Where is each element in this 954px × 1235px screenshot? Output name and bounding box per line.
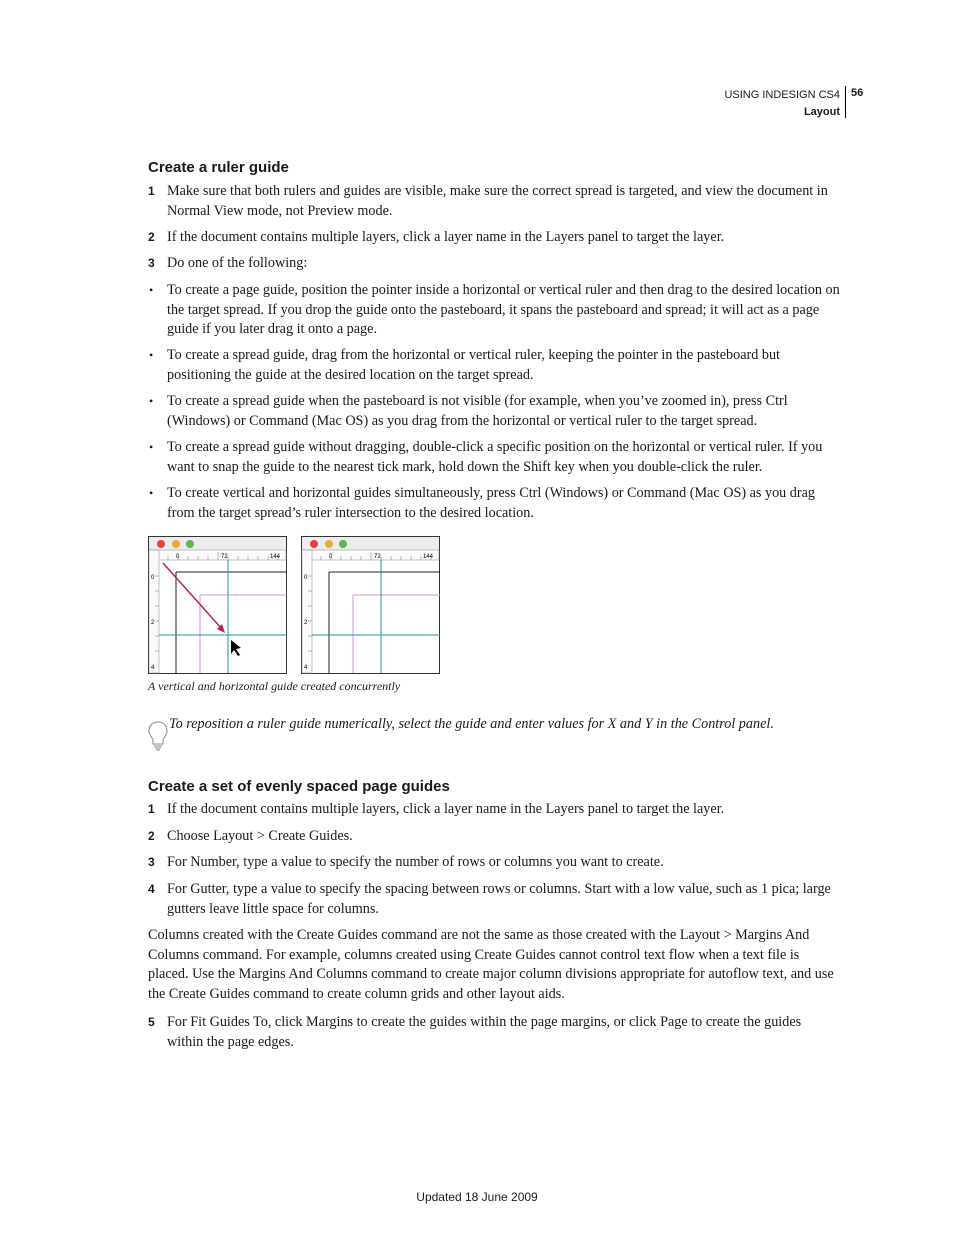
ruler-label-v0: 0	[151, 575, 155, 581]
bullet-item	[148, 484, 840, 523]
minimize-icon	[172, 540, 180, 548]
list-item	[148, 853, 840, 873]
step-number: 1	[148, 184, 155, 198]
bullet-symbol: •	[149, 394, 154, 408]
step-number: 3	[148, 256, 155, 270]
section-evenly-spaced-guides	[148, 778, 840, 796]
bullet-list	[148, 484, 840, 523]
step-list	[148, 1013, 840, 1052]
doc-title: USING INDESIGN CS4	[724, 89, 840, 101]
section-heading: Create a set of evenly spaced page guides	[148, 778, 450, 795]
ruler-label-v4: 4	[304, 665, 308, 671]
section-heading: Create a ruler guide	[148, 159, 289, 176]
bullet-text: To create a page guide, position the pointer inside a horizontal or vertical ruler and then drag to the desired location on the target spread. If you drop the guide onto the pasteboard, it spans the pasteboard and spread; it will act as a page guide if you later drag it onto a page.	[167, 282, 840, 338]
body-paragraph	[148, 926, 840, 1004]
paragraph-text: Columns created with the Create Guides command are not the same as those created with the Layout > Margins And Columns command. For example, columns created using Create Guides cannot control text flow when a text file is placed. Use the Margins And Columns command to create major column divisions appropriate for autoflow text, and use the Create Guides command to create column grids and other layout aids.	[148, 927, 834, 1002]
step-list	[148, 800, 840, 820]
ruler-label-v4: 4	[151, 665, 155, 671]
bullet-item	[148, 281, 840, 340]
step-text: Choose Layout > Create Guides.	[167, 828, 353, 844]
step-number: 3	[148, 855, 155, 869]
window-before	[148, 536, 288, 676]
step-list	[148, 228, 840, 248]
bullet-item	[148, 392, 840, 431]
step-list	[148, 254, 840, 274]
zoom-icon	[339, 540, 347, 548]
step-text: If the document contains multiple layers, click a layer name in the Layers panel to target the layer.	[167, 801, 725, 817]
list-item	[148, 228, 840, 248]
bullet-list	[148, 392, 840, 431]
header-divider	[845, 86, 846, 118]
close-icon	[157, 540, 165, 548]
step-text: For Fit Guides To, click Margins to create the guides within the page margins, or click Page to create the guides within the page edges.	[167, 1014, 802, 1050]
list-item	[148, 254, 840, 274]
zoom-icon	[186, 540, 194, 548]
ruler-label-h72: 72	[221, 554, 228, 560]
step-list	[148, 880, 840, 919]
step-number: 4	[148, 882, 155, 896]
step-text: For Gutter, type a value to specify the spacing between rows or columns. Start with a low value, such as 1 pica; large gutters leave little space for columns.	[167, 881, 831, 917]
figure-caption: A vertical and horizontal guide created concurrently	[148, 679, 401, 693]
bullet-item	[148, 346, 840, 385]
bullet-text: To create a spread guide, drag from the horizontal or vertical ruler, keeping the pointer in the pasteboard but positioning the guide at the desired location on the target spread.	[167, 347, 780, 383]
list-item	[148, 827, 840, 847]
ruler-label-h144: 144	[423, 554, 434, 560]
page-number: 56	[851, 87, 864, 99]
bullet-text: To create a spread guide without dragging, double-click a specific position on the horizontal or vertical ruler. If you want to snap the guide to the nearest tick mark, hold down the Shift key when you double-click the ruler.	[167, 439, 823, 475]
step-text: Do one of the following:	[167, 255, 308, 271]
ruler-label-v2: 2	[304, 620, 308, 626]
bullet-symbol: •	[149, 283, 154, 297]
bullet-symbol: •	[149, 348, 154, 362]
list-item	[148, 1013, 840, 1052]
step-text: If the document contains multiple layers, click a layer name in the Layers panel to target the layer.	[167, 229, 725, 245]
footer-updated: Updated 18 June 2009	[416, 1190, 538, 1204]
step-list	[148, 182, 840, 221]
step-text: Make sure that both rulers and guides are visible, make sure the correct spread is targeted, and view the document in Normal View mode, not Preview mode.	[167, 183, 828, 219]
list-item	[148, 182, 840, 221]
bullet-list	[148, 281, 840, 340]
section-title: Layout	[803, 106, 840, 118]
section-ruler-guide	[148, 159, 840, 177]
step-number: 1	[148, 802, 155, 816]
minimize-icon	[325, 540, 333, 548]
running-header	[700, 87, 840, 121]
bullet-item	[148, 438, 840, 477]
list-item	[148, 880, 840, 919]
close-icon	[310, 540, 318, 548]
bullet-list	[148, 346, 840, 385]
bullet-text: To create vertical and horizontal guides simultaneously, press Ctrl (Windows) or Command (Mac OS) as you drag from the target spread’s ruler intersection to the desired location.	[167, 485, 816, 521]
ruler-label-v2: 2	[151, 620, 155, 626]
ruler-label-h0: 0	[176, 554, 180, 560]
window-after	[301, 536, 441, 676]
ruler-label-h144: 144	[270, 554, 281, 560]
ruler-label-v0: 0	[304, 575, 308, 581]
step-number: 2	[148, 230, 155, 244]
step-text: For Number, type a value to specify the number of rows or columns you want to create.	[167, 854, 664, 870]
bullet-symbol: •	[149, 440, 154, 454]
ruler-label-h0: 0	[329, 554, 333, 560]
bullet-symbol: •	[149, 486, 154, 500]
list-item	[148, 800, 840, 820]
step-list	[148, 827, 840, 847]
lightbulb-icon	[148, 720, 168, 754]
ruler-label-h72: 72	[374, 554, 381, 560]
step-list	[148, 853, 840, 873]
step-number: 2	[148, 829, 155, 843]
step-number: 5	[148, 1015, 155, 1029]
tip-text: To reposition a ruler guide numerically, select the guide and enter values for X and Y in the Control panel.	[169, 716, 774, 732]
bullet-text: To create a spread guide when the pasteboard is not visible (for example, when you’ve zoomed in), press Ctrl (Windows) or Command (Mac OS) as you drag from the horizontal or vertical ruler to the target spread.	[167, 393, 788, 429]
bullet-list	[148, 438, 840, 477]
